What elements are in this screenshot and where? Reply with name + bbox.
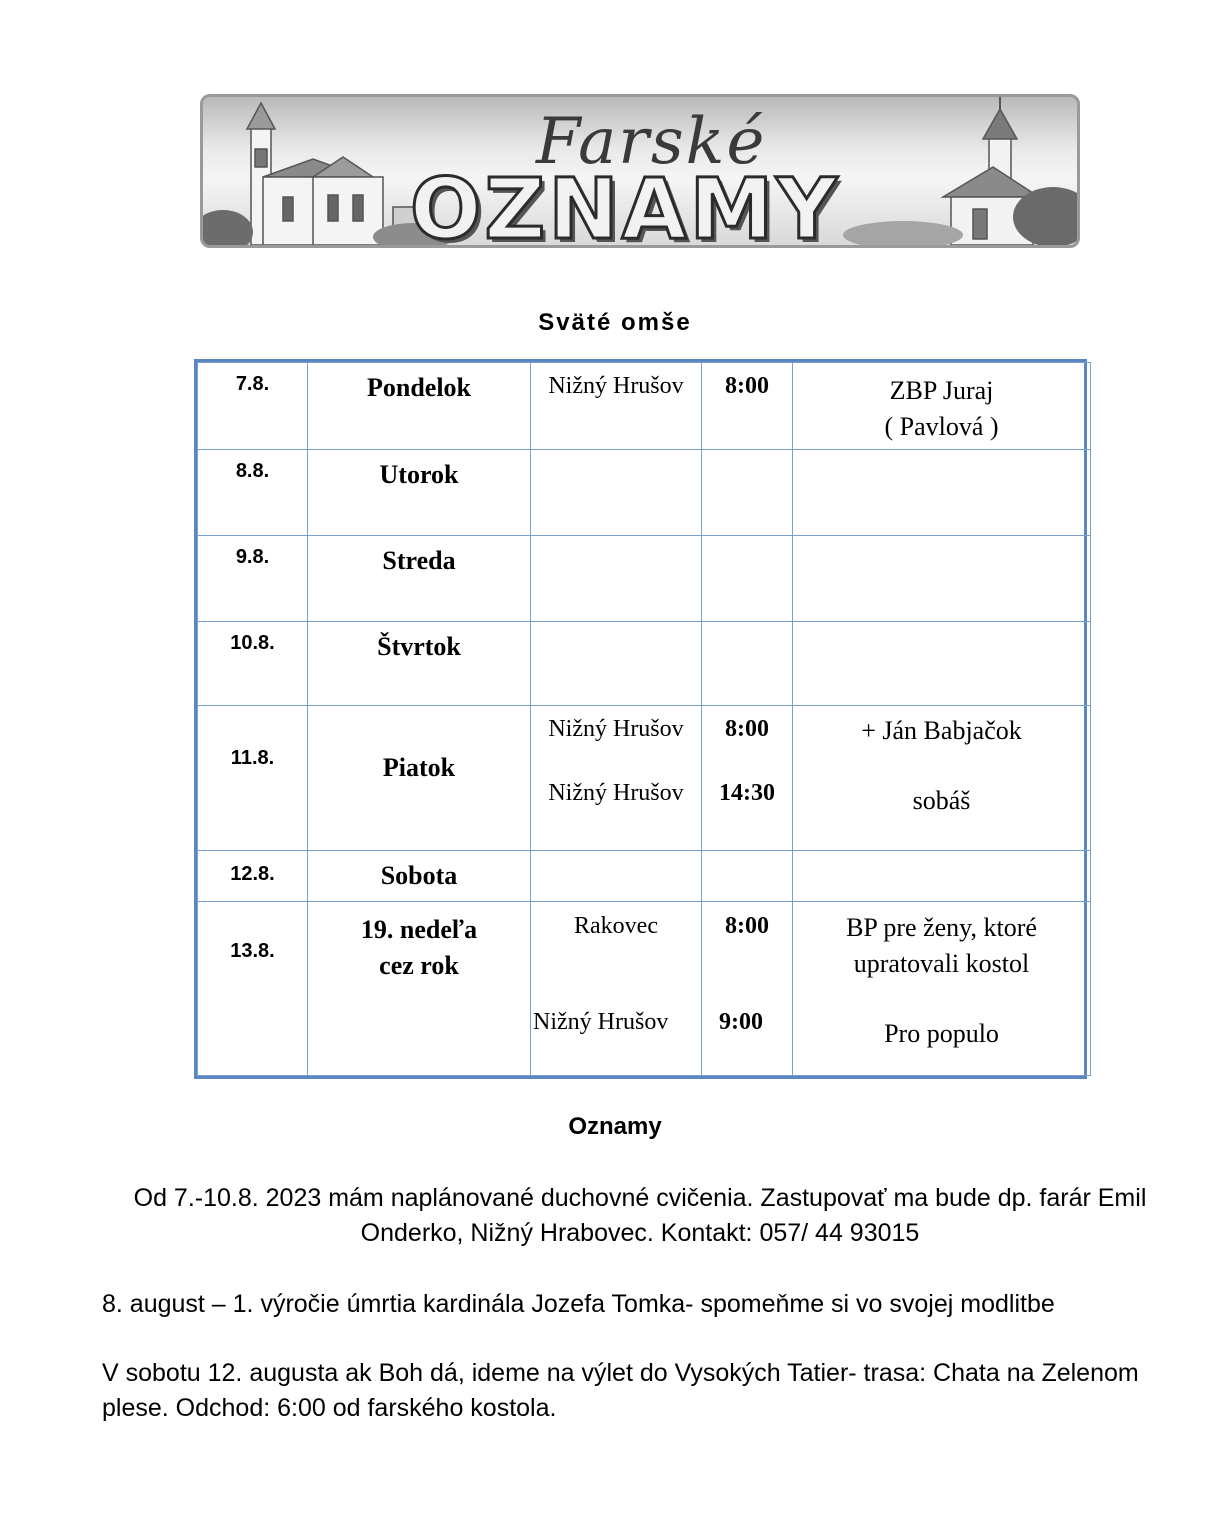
intention-line: ZBP Juraj: [889, 376, 994, 405]
time-line: 14:30: [719, 780, 775, 806]
intention-cell: [793, 706, 1091, 851]
time-cell: [702, 706, 793, 851]
place-line: Rakovec: [574, 913, 658, 939]
time-cell: [702, 902, 793, 1076]
time-cell: [702, 450, 793, 536]
intention-cell: [793, 902, 1091, 1076]
day-cell: Pondelok: [308, 363, 531, 450]
time-cell: [702, 851, 793, 902]
time-cell: [702, 536, 793, 622]
day-cell: Streda: [308, 536, 531, 622]
intention-cell: [793, 622, 1091, 706]
day-cell: Piatok: [308, 706, 531, 851]
intention-line: Pro populo: [884, 1019, 999, 1048]
announcement-item: 8. august – 1. výročie úmrtia kardinála Jozefa Tomka- spomeňme si vo svojej modlitbe: [102, 1290, 1055, 1318]
place-cell: [531, 450, 702, 536]
intention-line: upratovali kostol: [853, 949, 1030, 978]
intention-cell: [793, 363, 1091, 450]
day-cell: Sobota: [308, 851, 531, 902]
place-line: Nižný Hrušov: [548, 716, 684, 742]
place-line: Nižný Hrušov: [548, 780, 684, 806]
time-cell: [702, 622, 793, 706]
intention-cell: [793, 450, 1091, 536]
table-row: [198, 536, 1091, 622]
place-cell: [531, 851, 702, 902]
table-row: [198, 363, 1091, 450]
day-line: cez rok: [379, 951, 459, 980]
banner-script-word: Farské: [536, 105, 767, 179]
table-row: [198, 851, 1091, 902]
time-cell: 8:00: [702, 363, 793, 450]
date-cell: 13.8.: [198, 902, 308, 1076]
day-cell: Štvrtok: [308, 622, 531, 706]
place-cell: [531, 902, 702, 1076]
place-cell: [531, 706, 702, 851]
date-cell: 11.8.: [198, 706, 308, 851]
table-row: [198, 450, 1091, 536]
table-row: [198, 622, 1091, 706]
date-cell: 10.8.: [198, 622, 308, 706]
table-row: [198, 706, 1091, 851]
date-cell: 12.8.: [198, 851, 308, 902]
date-cell: 9.8.: [198, 536, 308, 622]
day-cell: [308, 902, 531, 1076]
place-cell: Nižný Hrušov: [531, 363, 702, 450]
table-row: [198, 902, 1091, 1076]
time-line: 8:00: [725, 913, 769, 939]
intention-cell: [793, 536, 1091, 622]
place-cell: [531, 536, 702, 622]
banner-main-word: OZNAMY: [410, 160, 841, 258]
masses-heading: Sväté omše: [538, 309, 692, 336]
place-cell: [531, 622, 702, 706]
intention-line: BP pre ženy, ktoré: [846, 913, 1037, 942]
intention-cell: [793, 851, 1091, 902]
time-line: 9:00: [719, 1009, 763, 1035]
place-line: Nižný Hrušov: [533, 1009, 669, 1035]
intention-line: + Ján Babjačok: [861, 716, 1022, 745]
announcement-item: Od 7.-10.8. 2023 mám naplánované duchovné cvičenia. Zastupovať ma bude dp. farár Emil Onderko, Nižný Hrabovec. Kontakt: 057/ 44 93015: [133, 1184, 1147, 1247]
day-line: 19. nedeľa: [360, 915, 478, 944]
date-cell: 8.8.: [198, 450, 308, 536]
time-line: 8:00: [725, 716, 769, 742]
intention-line: sobáš: [912, 786, 971, 815]
intention-line: ( Pavlová ): [884, 412, 999, 441]
day-cell: Utorok: [308, 450, 531, 536]
date-cell: 7.8.: [198, 363, 308, 450]
mass-schedule-table: [194, 359, 1087, 1079]
announcements-heading: Oznamy: [568, 1113, 662, 1140]
announcement-item: V sobotu 12. augusta ak Boh dá, ideme na výlet do Vysokých Tatier- trasa: Chata na Zelenom plese. Odchod: 6:00 od farského kostola.: [102, 1359, 1139, 1422]
